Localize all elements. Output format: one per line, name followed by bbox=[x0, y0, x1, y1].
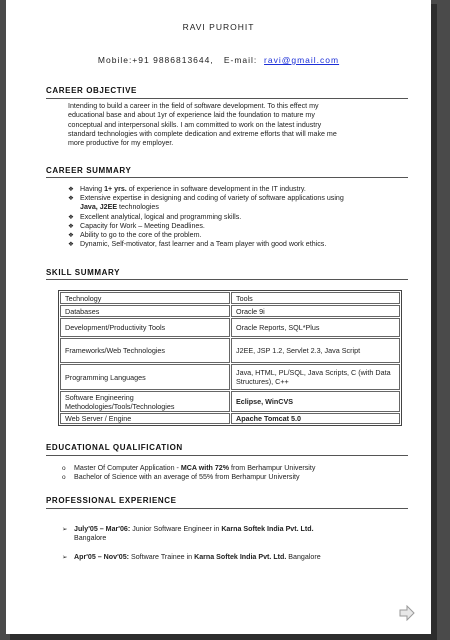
arrow-right-icon bbox=[398, 605, 416, 621]
table-cell: Technology bbox=[60, 292, 230, 304]
career-summary-list bbox=[68, 185, 398, 249]
diamond-bullet-icon: ❖ bbox=[68, 241, 74, 249]
list-item-continuation bbox=[68, 203, 398, 212]
diamond-bullet-icon: ❖ bbox=[68, 186, 74, 193]
table-row bbox=[60, 292, 400, 304]
item-text: from Berhampur University bbox=[229, 464, 316, 472]
section-divider bbox=[46, 508, 408, 509]
resume-page bbox=[6, 0, 431, 634]
contact-line bbox=[6, 55, 431, 65]
list-item bbox=[68, 185, 398, 194]
list-item bbox=[68, 231, 398, 240]
skill-table bbox=[58, 290, 402, 426]
email-link[interactable]: ravi@gmail.com bbox=[264, 55, 340, 65]
arrow-bullet-icon: ➢ bbox=[62, 554, 68, 562]
item-text: Capacity for Work – Meeting Deadlines. bbox=[80, 221, 205, 230]
table-row bbox=[60, 364, 400, 390]
career-objective-heading: CAREER OBJECTIVE bbox=[46, 86, 137, 95]
table-cell: Apache Tomcat 5.0 bbox=[231, 413, 400, 424]
section-divider bbox=[46, 177, 408, 178]
item-text: of experience in software development in the IT industry. bbox=[126, 185, 306, 193]
objective-line: standard technologies with complete dedication and extreme efforts that will make me bbox=[68, 129, 337, 138]
list-item bbox=[62, 553, 402, 562]
item-text: technologies bbox=[117, 203, 159, 212]
table-cell: J2EE, JSP 1.2, Servlet 2.3, Java Script bbox=[231, 338, 400, 363]
item-emphasis: 1+ yrs. bbox=[104, 185, 127, 193]
job-location: Bangalore bbox=[74, 534, 107, 543]
table-cell: Java, HTML, PL/SQL, Java Scripts, C (with Data Structures), C++ bbox=[231, 364, 400, 390]
job-company: Karna Softek India Pvt. Ltd. bbox=[194, 553, 287, 562]
section-divider bbox=[46, 455, 408, 456]
list-item-continuation bbox=[62, 534, 402, 543]
section-divider bbox=[46, 279, 408, 280]
job-company: Karna Softek India Pvt. Ltd. bbox=[221, 525, 314, 533]
table-row bbox=[60, 318, 400, 337]
list-item bbox=[62, 525, 402, 534]
item-text: Bachelor of Science with an average of 55% from Berhampur University bbox=[74, 473, 300, 482]
table-cell: Programming Languages bbox=[60, 364, 230, 390]
item-text: Ability to go to the core of the problem. bbox=[80, 231, 202, 240]
list-item bbox=[68, 213, 398, 222]
table-cell: Eclipse, WinCVS bbox=[231, 391, 400, 412]
list-item bbox=[68, 222, 398, 231]
experience-list bbox=[62, 525, 402, 563]
diamond-bullet-icon: ❖ bbox=[68, 213, 74, 221]
objective-line: conceptual and interpersonal skills. I am committed to work on the latest industry bbox=[68, 120, 322, 129]
page-shadow bbox=[431, 4, 437, 634]
table-cell: Development/Productivity Tools bbox=[60, 318, 230, 337]
job-location: Bangalore bbox=[286, 553, 321, 562]
table-cell: Software Engineering Methodologies/Tools/Technologies bbox=[60, 391, 230, 412]
list-item bbox=[62, 464, 402, 473]
job-role: Junior Software Engineer in bbox=[130, 525, 222, 533]
education-list bbox=[62, 464, 402, 482]
table-cell: Oracle 9i bbox=[231, 305, 400, 317]
job-role: Software Trainee in bbox=[129, 553, 195, 562]
diamond-bullet-icon: ❖ bbox=[68, 222, 74, 230]
next-page-button[interactable] bbox=[398, 605, 416, 621]
education-heading: EDUCATIONAL QUALIFICATION bbox=[46, 443, 183, 452]
career-summary-heading: CAREER SUMMARY bbox=[46, 166, 132, 175]
item-emphasis: MCA with 72% bbox=[180, 464, 230, 472]
item-text: Excellent analytical, logical and programming skills. bbox=[80, 212, 242, 221]
arrow-bullet-icon: ➢ bbox=[62, 526, 68, 533]
candidate-name: RAVI PUROHIT bbox=[182, 22, 255, 32]
item-text: Dynamic, Self-motivator, fast learner and a Team player with good work ethics. bbox=[80, 240, 327, 249]
table-cell: Oracle Reports, SQL*Plus bbox=[231, 318, 400, 337]
list-item bbox=[62, 473, 402, 482]
item-text: Having bbox=[80, 185, 105, 193]
list-item bbox=[68, 240, 398, 249]
diamond-bullet-icon: ❖ bbox=[68, 232, 74, 240]
skill-summary-heading: SKILL SUMMARY bbox=[46, 268, 121, 277]
objective-line: Intending to build a career in the field of software development. To this effect my bbox=[68, 102, 319, 110]
table-row bbox=[60, 391, 400, 412]
objective-line: more productive for my employer. bbox=[68, 139, 174, 148]
job-dates: July'05 – Mar'06: bbox=[74, 525, 131, 533]
email-label: E-mail: bbox=[223, 55, 258, 65]
page-shadow bbox=[10, 634, 437, 640]
table-cell: Frameworks/Web Technologies bbox=[60, 338, 230, 363]
diamond-bullet-icon: ❖ bbox=[68, 195, 74, 203]
table-cell: Databases bbox=[60, 305, 230, 317]
table-row bbox=[60, 305, 400, 317]
objective-line: educational base and about 1yr of experience laid the foundation to mature my bbox=[68, 111, 315, 120]
table-row bbox=[60, 338, 400, 363]
career-objective-text bbox=[68, 102, 398, 148]
experience-heading: PROFESSIONAL EXPERIENCE bbox=[46, 496, 177, 505]
mobile-number: Mobile:+91 9886813644, bbox=[97, 55, 214, 65]
table-cell: Web Server / Engine bbox=[60, 413, 230, 424]
job-dates: Apr'05 – Nov'05: bbox=[74, 553, 130, 562]
table-row bbox=[60, 413, 400, 424]
circle-bullet-icon: o bbox=[62, 465, 66, 472]
table-cell: Tools bbox=[231, 292, 400, 304]
item-text: Extensive expertise in designing and coding of variety of software applications using bbox=[80, 194, 344, 203]
item-text: Master Of Computer Application - bbox=[74, 464, 181, 472]
circle-bullet-icon: o bbox=[62, 474, 66, 482]
section-divider bbox=[46, 98, 408, 99]
list-item bbox=[68, 194, 398, 203]
item-emphasis: Java, J2EE bbox=[80, 203, 118, 212]
